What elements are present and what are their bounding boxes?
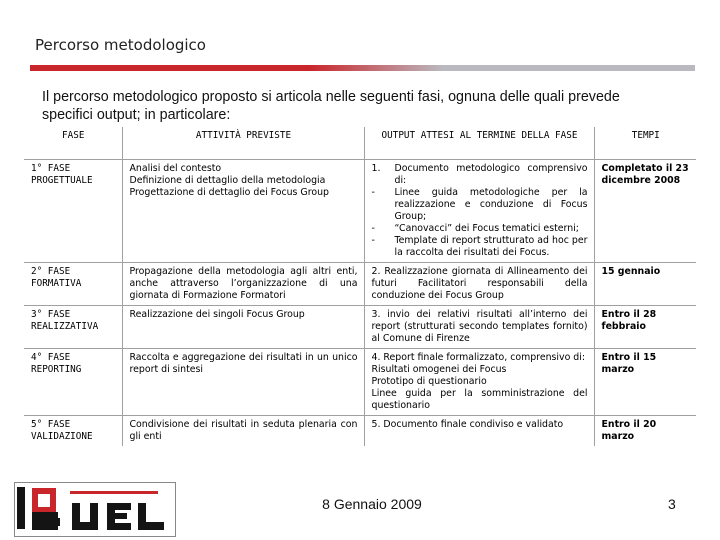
phase-cell: 3° FASE REALIZZATIVA — [24, 306, 122, 349]
activities-cell — [122, 306, 364, 349]
output-item-text: Linee guida metodologiche per la realizzazione e conduzione di Focus Group; — [394, 187, 588, 222]
intro-text-end: , ognuna delle quali prevede specifici output; in particolare: — [42, 89, 620, 123]
output-line: Prototipo di questionario — [371, 376, 487, 387]
outputs-cell — [364, 306, 594, 349]
phase-cell: 5° FASE VALIDAZIONE — [31, 419, 93, 442]
output-line: 5. Documento finale condiviso e validato — [371, 419, 564, 430]
timing-cell: Entro il 20 marzo — [594, 416, 696, 447]
outputs-cell — [364, 349, 594, 416]
activity-line: Realizzazione dei singoli Focus Group — [129, 309, 305, 320]
timing-cell: Entro il 28 febbraio — [594, 306, 696, 349]
phase-cell: 4° FASE REPORTING — [24, 349, 122, 416]
output-item-marker: - — [371, 223, 375, 234]
output-line: 2. Realizzazione giornata di Allineamento dei futuri Facilitatori responsabili della conduzione dei Focus Group — [371, 266, 588, 301]
activities-cell — [122, 160, 364, 263]
table-body — [24, 160, 696, 447]
table-row — [24, 263, 696, 306]
page-number: 3 — [668, 496, 676, 512]
outputs-cell — [364, 416, 594, 447]
output-item — [372, 187, 588, 223]
table-row — [24, 160, 696, 263]
activity-line: Condivisione dei risultati in seduta plenaria con gli enti — [129, 419, 358, 442]
header-output: OUTPUT ATTESI AL TERMINE DELLA FASE — [364, 127, 594, 160]
header-tempi: TEMPI — [594, 127, 696, 160]
header-attivita: ATTIVITÀ PREVISTE — [122, 127, 364, 160]
table-row — [24, 306, 696, 349]
timing-cell: Completato il 23 dicembre 2008 — [594, 160, 696, 263]
activity-line: Analisi del contesto — [129, 163, 222, 174]
phase-cell: 1° FASE PROGETTUALE — [24, 160, 122, 263]
output-line: Risultati omogenei dei Focus — [371, 364, 507, 375]
outputs-cell — [364, 160, 594, 263]
output-item-text: Documento metodologico comprensivo di: — [394, 163, 588, 186]
outputs-cell — [364, 263, 594, 306]
slide-title: Percorso metodologico — [35, 36, 206, 54]
phase-cell: 2° FASE FORMATIVA — [24, 263, 122, 306]
activities-cell — [122, 416, 364, 447]
activity-line: Propagazione della metodologia agli altri enti, anche attraverso l’organizzazione di una giornata di Formazione Formatori — [129, 266, 358, 301]
activities-cell — [122, 349, 364, 416]
output-item — [372, 163, 588, 187]
phases-table — [24, 127, 696, 446]
activity-line: Definizione di dettaglio della metodologia — [129, 175, 326, 186]
activity-line: Raccolta e aggregazione dei risultati in un unico report di sintesi — [129, 352, 358, 375]
output-item-text: “Canovacci” dei Focus tematici esterni; — [394, 223, 579, 234]
intro-text-start: Il percorso metodologico proposto si articola nelle seguenti — [42, 89, 418, 105]
output-item-text: Template di report strutturato ad hoc per la raccolta dei risultati dei Focus. — [394, 235, 588, 258]
output-item-marker: 1. — [371, 163, 381, 174]
output-line: 4. Report finale formalizzato, comprensivo di: — [371, 352, 585, 363]
footer-date: 8 Gennaio 2009 — [322, 496, 422, 512]
output-line: Linee guida per la somministrazione del questionario — [371, 388, 588, 411]
header-fase: FASE — [24, 127, 122, 160]
output-item — [372, 223, 588, 235]
table-row — [24, 349, 696, 416]
output-item-marker: - — [371, 187, 375, 198]
title-underline-bar — [30, 65, 695, 71]
table-header-row — [24, 127, 696, 160]
output-item — [372, 235, 588, 259]
output-line: 3. invio dei relativi risultati all’interno dei report (strutturati secondo templates fornito) al Comune di Firenze — [371, 309, 588, 344]
output-item-marker: - — [371, 235, 375, 246]
activities-cell — [122, 263, 364, 306]
table-row — [24, 416, 696, 447]
timing-cell: 15 gennaio — [594, 263, 696, 306]
intro-text-emphasis: fasi — [417, 89, 441, 105]
intro-paragraph — [42, 88, 652, 124]
output-list — [372, 163, 588, 259]
timing-cell: Entro il 15 marzo — [594, 349, 696, 416]
activity-line: Progettazione di dettaglio dei Focus Group — [129, 187, 329, 198]
